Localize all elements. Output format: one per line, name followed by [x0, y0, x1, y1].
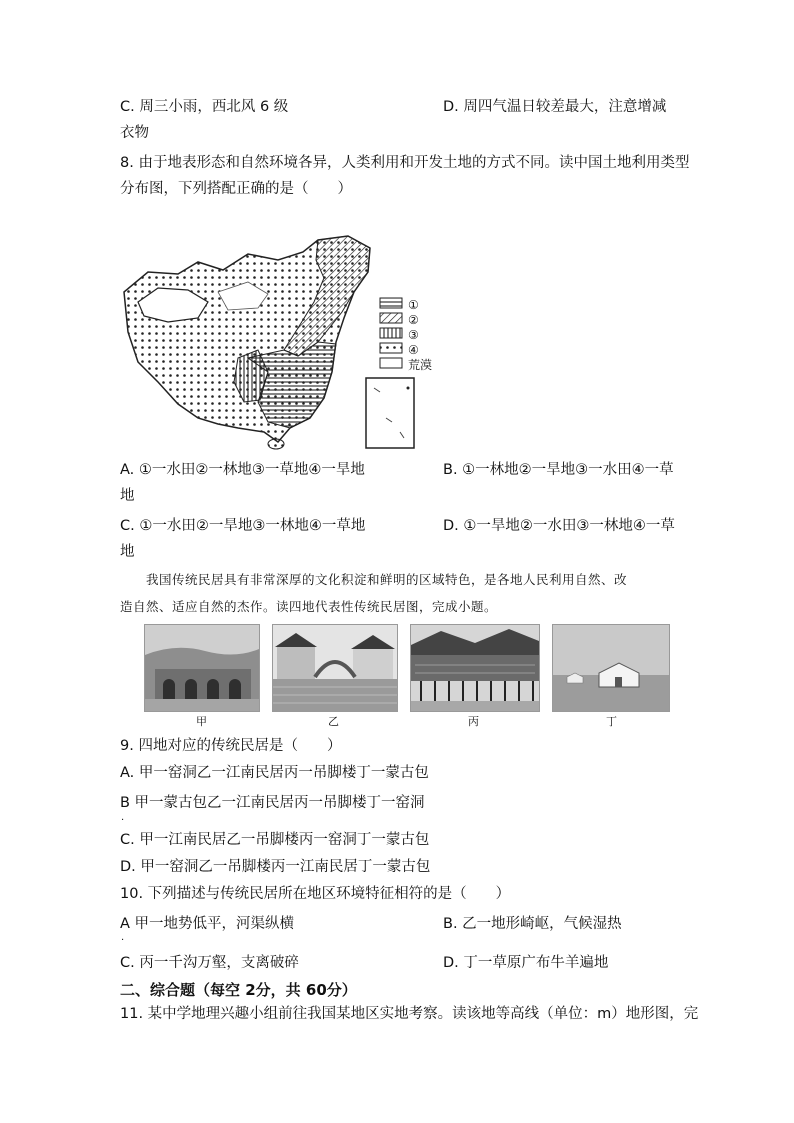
- photo-label-ding: 丁: [606, 715, 617, 728]
- q10-option-b: B. 乙一地形崎岖，气候湿热: [443, 916, 622, 932]
- legend-label-2: ②: [408, 313, 419, 327]
- photo-bing-stilt-house: [410, 624, 540, 712]
- q7-option-c: C. 周三小雨，西北风 6 级: [120, 99, 289, 115]
- passage-line1: 我国传统民居具有非常深厚的文化积淀和鲜明的区域特色，是各地人民利用自然、改: [146, 572, 628, 587]
- q8-stem-line1: 8. 由于地表形态和自然环境各异，人类利用和开发土地的方式不同。读中国土地利用类型: [120, 155, 690, 171]
- q8-option-d: D. ①一旱地②一水田③一林地④一草: [443, 518, 675, 534]
- photo-label-yi: 乙: [328, 715, 339, 728]
- china-land-use-map: [118, 232, 448, 452]
- q9-stem: 9. 四地对应的传统民居是（ ）: [120, 738, 342, 754]
- photo-jia-cave-dwelling: [144, 624, 260, 712]
- q8-option-a: A. ①一水田②一林地③一草地④一旱地: [120, 462, 365, 478]
- q8-option-d-continued: 地: [120, 544, 135, 560]
- passage-line2: 造自然、适应自然的杰作。读四地代表性传统民居图，完成小题。: [120, 599, 498, 614]
- q10-option-c: C. 丙一千沟万壑，支离破碎: [120, 955, 299, 971]
- q9-option-b-dot: ·: [121, 815, 125, 826]
- q8-option-b: B. ①一林地②一旱地③一水田④一草: [443, 462, 674, 478]
- q7-option-d: D. 周四气温日较差最大，注意增减: [443, 99, 667, 115]
- legend-box-4: [380, 343, 402, 353]
- q9-option-b: B 甲一蒙古包乙一江南民居丙一吊脚楼丁一窑洞: [120, 795, 425, 811]
- q10-option-a: A 甲一地势低平，河渠纵横: [120, 916, 295, 932]
- legend-label-1: ①: [408, 298, 419, 312]
- legend-box-desert: [380, 358, 402, 368]
- photo-label-jia: 甲: [196, 715, 207, 728]
- photo-yi-jiangnan-house: [272, 624, 398, 712]
- q10-option-d: D. 丁一草原广布牛羊遍地: [443, 955, 609, 971]
- q8-option-b-continued: 地: [120, 488, 135, 504]
- photo-ding-yurt: [552, 624, 670, 712]
- q10-stem: 10. 下列描述与传统民居所在地区环境特征相符的是（ ）: [120, 886, 511, 902]
- legend-box-1: [380, 298, 402, 308]
- q9-option-c: C. 甲一江南民居乙一吊脚楼丙一窑洞丁一蒙古包: [120, 832, 430, 848]
- q8-option-c: C. ①一水田②一旱地③一林地④一草地: [120, 518, 366, 534]
- q9-option-d: D. 甲一窑洞乙一吊脚楼丙一江南民居丁一蒙古包: [120, 859, 431, 875]
- q8-stem-line2: 分布图，下列搭配正确的是（ ）: [120, 181, 352, 197]
- legend-label-4: ④: [408, 343, 419, 357]
- legend-label-3: ③: [408, 328, 419, 342]
- legend-label-desert: 荒漠: [408, 358, 433, 372]
- q7-option-d-continued: 衣物: [120, 125, 149, 141]
- q9-option-a: A. 甲一窑洞乙一江南民居丙一吊脚楼丁一蒙古包: [120, 765, 429, 781]
- map-hainan: [268, 439, 284, 449]
- photo-label-bing: 丙: [468, 715, 479, 728]
- section2-title: 二、综合题（每空 2分，共 60分）: [120, 981, 357, 999]
- q11-stem: 11. 某中学地理兴趣小组前往我国某地区实地考察。读该地等高线（单位：m）地形图，完: [120, 1006, 699, 1022]
- legend-box-3: [380, 328, 402, 338]
- q10-option-a-dot: ·: [121, 935, 125, 946]
- legend-box-2: [380, 313, 402, 323]
